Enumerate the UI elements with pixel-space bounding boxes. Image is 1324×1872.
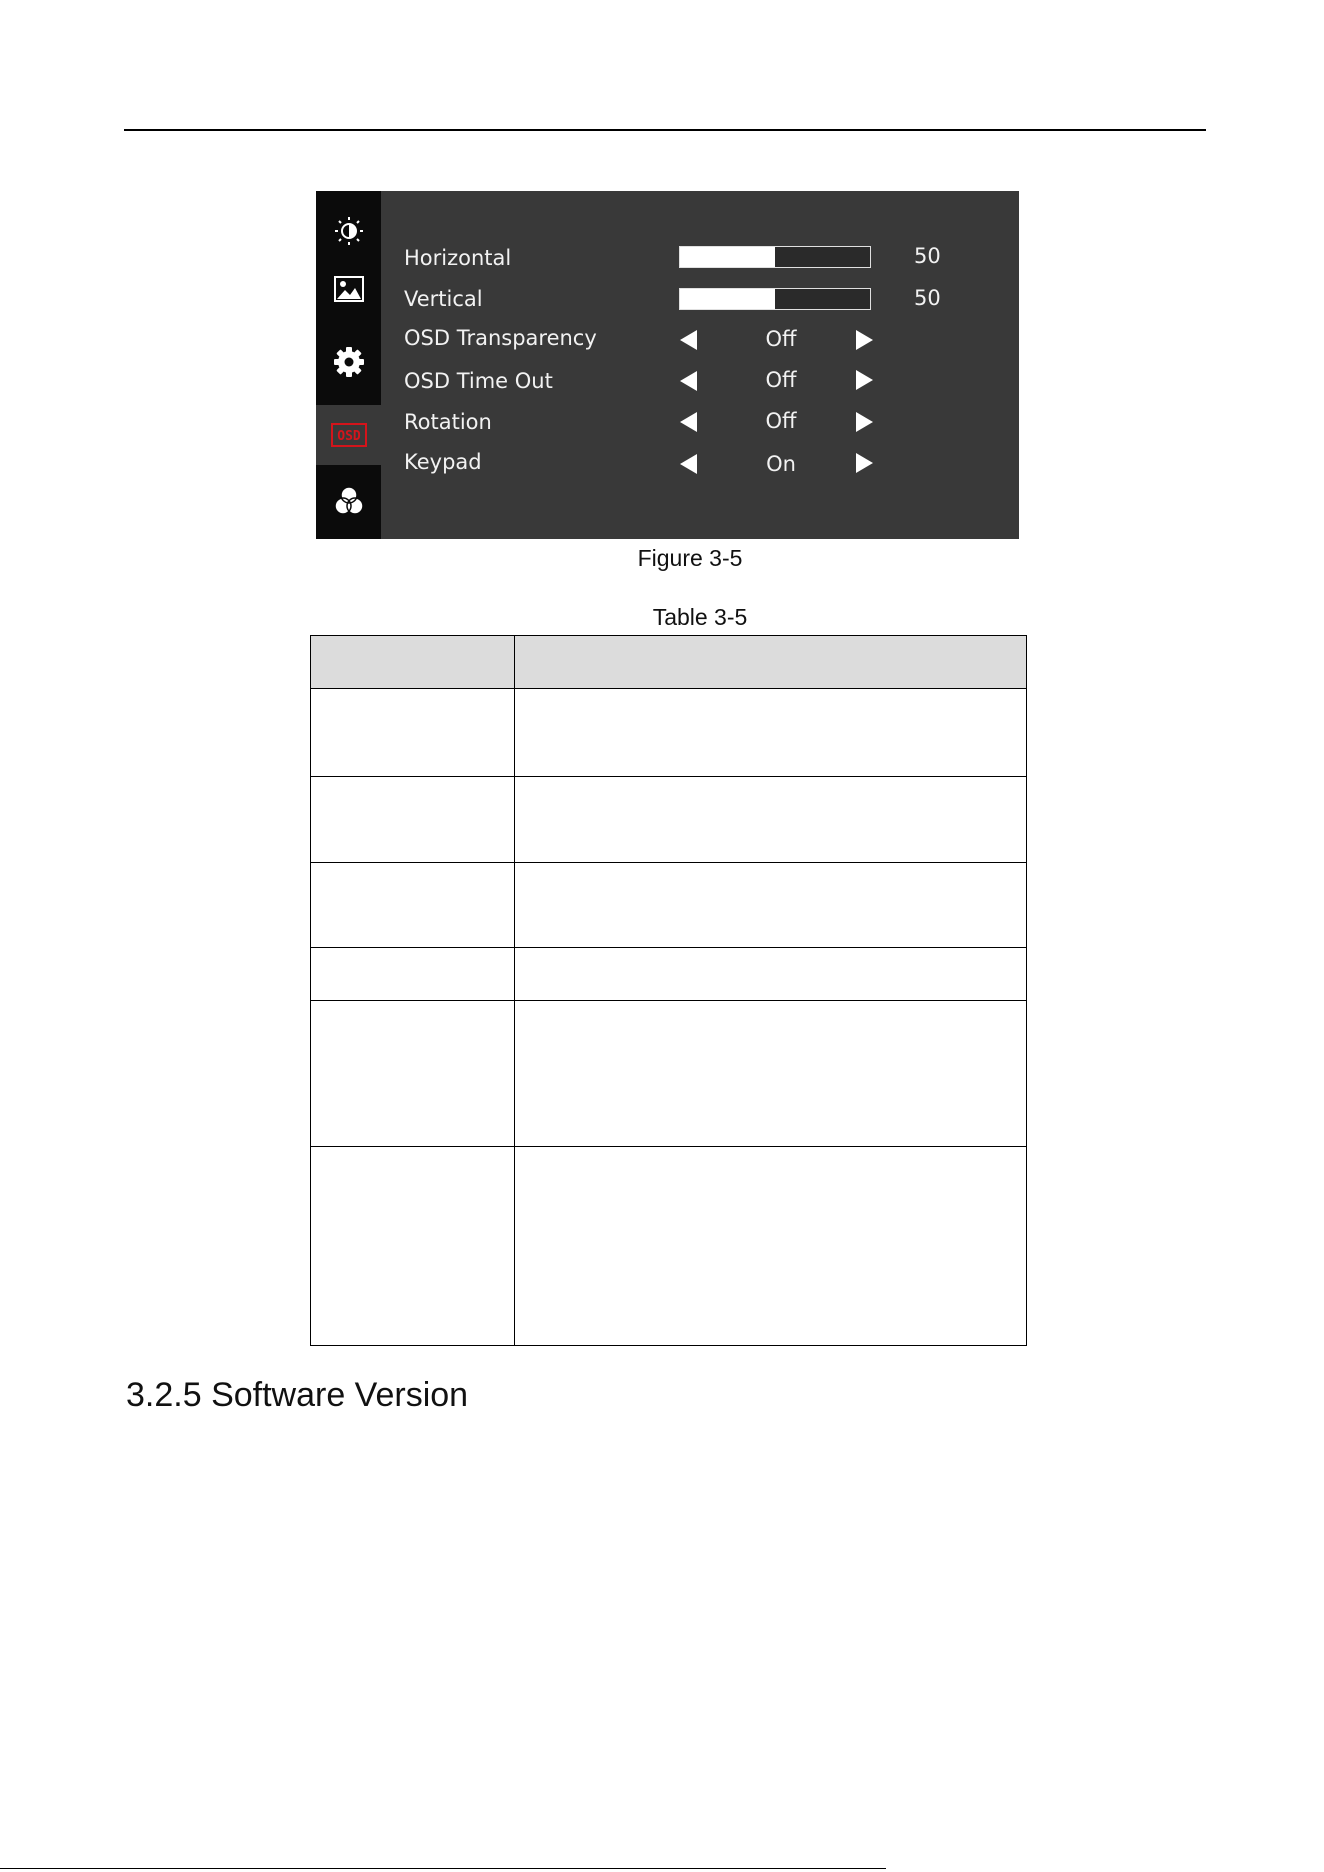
table-cell [311,1001,515,1147]
table-cell [515,863,1027,948]
osd-sidebar [316,191,381,539]
table-cell [515,689,1027,777]
header-rule [124,129,1206,131]
rotation-value: Off [765,409,797,433]
vertical-slider[interactable] [679,288,871,310]
osd-time-out-left-arrow-icon[interactable] [680,371,697,391]
horizontal-slider[interactable] [679,246,871,268]
settings-gear-icon[interactable] [316,332,381,392]
keypad-label: Keypad [404,450,482,474]
color-icon[interactable] [316,471,381,531]
keypad-left-arrow-icon[interactable] [680,454,697,474]
osd-transparency-label: OSD Transparency [404,326,597,350]
table-row [311,948,1027,1001]
horizontal-slider-fill [680,247,775,267]
osd-icon[interactable] [316,405,381,465]
osd-time-out-value: Off [765,368,797,392]
table-header-row [311,636,1027,689]
rotation-label: Rotation [404,410,492,434]
table-cell [311,863,515,948]
table-row [311,863,1027,948]
vertical-label: Vertical [404,287,483,311]
vertical-value: 50 [914,286,941,310]
brightness-icon[interactable] [316,201,381,261]
table-row [311,689,1027,777]
table-header-cell [311,636,515,689]
section-heading: 3.2.5 Software Version [126,1376,469,1414]
table-row [311,1001,1027,1147]
picture-icon[interactable] [316,259,381,319]
settings-table [310,635,1027,1346]
osd-icon-text: OSD [336,429,361,444]
table-row [311,777,1027,863]
osd-time-out-right-arrow-icon[interactable] [856,370,873,390]
table-cell [515,777,1027,863]
osd-time-out-label: OSD Time Out [404,369,553,393]
figure-caption: Figure 3-5 [637,545,743,571]
keypad-right-arrow-icon[interactable] [856,453,873,473]
table-cell [311,777,515,863]
osd-transparency-left-arrow-icon[interactable] [680,330,697,350]
horizontal-label: Horizontal [404,246,512,270]
footer-rule [0,1868,886,1869]
table-cell [311,689,515,777]
rotation-right-arrow-icon[interactable] [856,412,873,432]
osd-menu-screenshot [316,191,1019,539]
table-cell [515,1001,1027,1147]
horizontal-value: 50 [914,244,941,268]
table-row [311,1147,1027,1346]
table-caption: Table 3-5 [652,604,748,630]
osd-transparency-right-arrow-icon[interactable] [856,330,873,350]
table-cell [311,948,515,1001]
vertical-slider-fill [680,289,775,309]
table-cell [515,1147,1027,1346]
table-cell [311,1147,515,1346]
rotation-left-arrow-icon[interactable] [680,412,697,432]
table-cell [515,948,1027,1001]
table-header-cell [515,636,1027,689]
keypad-value: On [766,452,796,476]
osd-transparency-value: Off [765,327,797,351]
